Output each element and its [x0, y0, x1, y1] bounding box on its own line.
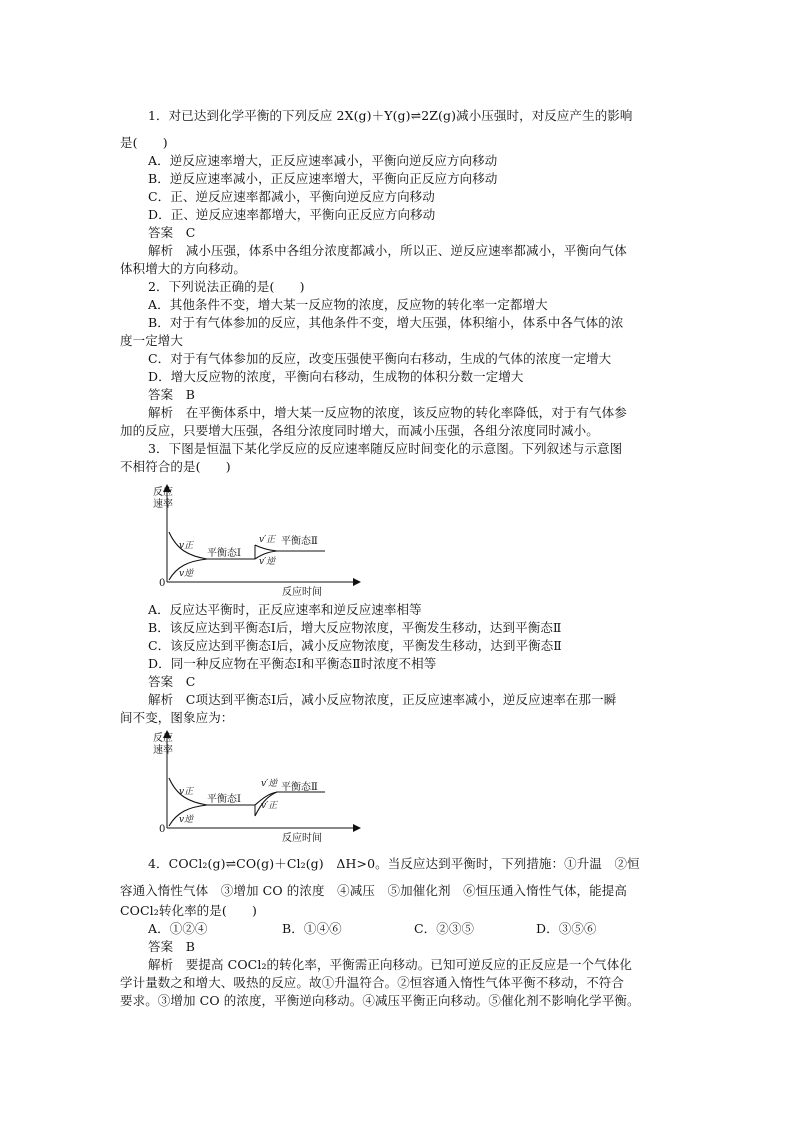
q1-answer: 答案 C	[148, 225, 196, 240]
q4-option-d: D．③⑤⑥	[536, 921, 597, 936]
q4-stem-line2: 容通入惰性气体 ③增加 CO 的浓度 ④减压 ⑤加催化剂 ⑥恒压通入惰性气体，能提高	[120, 883, 627, 898]
rate-time-graph-1	[145, 482, 365, 600]
q2-option-b-line2: 度一定增大	[120, 333, 184, 348]
q4-stem-line3: COCl₂转化率的是( )	[120, 903, 258, 918]
q3-option-a: A．反应达平衡时，正反应速率和逆反应速率相等	[148, 602, 422, 617]
y-axis-label-line2: 速率	[153, 745, 173, 756]
q3-explanation-line2: 间不变，图象应为：	[120, 710, 234, 725]
q3-stem-line2: 不相符合的是( )	[120, 459, 231, 474]
q3-stem-line1: 3．下图是恒温下某化学反应的反应速率随反应时间变化的示意图。下列叙述与示意图	[148, 441, 623, 456]
q1-stem-line1: 1．对已达到化学平衡的下列反应 2X(g)＋Y(g)⇌2Z(g)减小压强时，对反应产生的影响	[148, 108, 633, 123]
q1-explanation-line1: 解析 减小压强，体系中各组分浓度都减小，所以正、逆反应速率都减小，平衡向气体	[148, 243, 627, 258]
q2-option-a: A．其他条件不变，增大某一反应物的浓度，反应物的转化率一定都增大	[148, 297, 548, 312]
v-reverse-2-label: v′逆	[259, 557, 276, 567]
q1-option-a: A．逆反应速率增大，正反应速率减小，平衡向逆反应方向移动	[148, 153, 498, 168]
state1-label: 平衡态Ⅰ	[207, 548, 241, 559]
y-axis-label-line1: 反应	[153, 733, 173, 744]
q2-stem: 2．下列说法正确的是( )	[148, 279, 305, 294]
state1-label: 平衡态Ⅰ	[207, 794, 241, 805]
q4-explanation-line2: 学计量数之和增大、吸热的反应。故①升温符合。②恒容通入惰性气体平衡不移动，不符合	[120, 975, 625, 990]
x-axis-label: 反应时间	[282, 587, 322, 598]
q3-option-d: D．同一种反应物在平衡态Ⅰ和平衡态Ⅱ时浓度不相等	[148, 656, 437, 671]
y-axis-label-line1: 反应	[153, 487, 173, 498]
q4-option-a: A．①②④	[148, 921, 208, 936]
q2-option-b-line1: B．对于有气体参加的反应，其他条件不变，增大压强，体积缩小，体系中各气体的浓	[148, 315, 624, 330]
v-forward-label: v正	[179, 787, 194, 797]
origin-label: 0	[159, 824, 166, 835]
q3-answer: 答案 C	[148, 674, 196, 689]
q2-option-c: C．对于有气体参加的反应，改变压强使平衡向右移动，生成的气体的浓度一定增大	[148, 351, 612, 366]
q3-explanation-line1: 解析 C项达到平衡态Ⅰ后，减小反应物浓度，正反应速率减小，逆反应速率在那一瞬	[148, 692, 617, 707]
state2-label: 平衡态Ⅱ	[281, 782, 318, 793]
v-reverse-2-label: v′逆	[261, 779, 278, 789]
v-forward-2-label: v′正	[259, 535, 276, 545]
v-reverse-label: v逆	[179, 815, 194, 825]
q2-answer: 答案 B	[148, 387, 196, 402]
v-forward-2-label: v′正	[261, 801, 278, 811]
q1-stem-line2: 是( )	[120, 135, 168, 150]
q1-option-d: D．正、逆反应速率都增大，平衡向正反应方向移动	[148, 207, 436, 222]
q4-answer: 答案 B	[148, 939, 196, 954]
q2-explanation-line2: 加的反应，只要增大压强，各组分浓度同时增大，而减小压强，各组分浓度同时减小。	[120, 423, 599, 438]
v-forward-label: v正	[179, 541, 194, 551]
q3-option-c: C．该反应达到平衡态Ⅰ后，减小反应物浓度，平衡发生移动，达到平衡态Ⅱ	[148, 638, 562, 653]
q2-explanation-line1: 解析 在平衡体系中，增大某一反应物的浓度，该反应物的转化率降低，对于有气体参	[148, 405, 627, 420]
q4-explanation-line1: 解析 要提高 COCl₂的转化率，平衡需正向移动。已知可逆反应的正反应是一个气体化	[148, 957, 632, 972]
v-reverse-label: v逆	[179, 569, 194, 579]
q4-option-b: B．①④⑥	[282, 921, 342, 936]
q4-option-c: C．②③⑤	[414, 921, 475, 936]
q1-option-b: B．逆反应速率减小，正反应速率增大，平衡向正反应方向移动	[148, 171, 498, 186]
y-axis-label-line2: 速率	[153, 499, 173, 510]
q2-option-d: D．增大反应物的浓度，平衡向右移动，生成物的体积分数一定增大	[148, 369, 524, 384]
rate-time-graph-2	[145, 728, 365, 846]
q4-explanation-line3: 要求。③增加 CO 的浓度，平衡逆向移动。④减压平衡正向移动。⑤催化剂不影响化学平衡。	[120, 993, 640, 1008]
origin-label: 0	[159, 578, 166, 589]
q1-option-c: C．正、逆反应速率都减小，平衡向逆反应方向移动	[148, 189, 435, 204]
q3-option-b: B．该反应达到平衡态Ⅰ后，增大反应物浓度，平衡发生移动，达到平衡态Ⅱ	[148, 620, 562, 635]
state2-label: 平衡态Ⅱ	[281, 536, 318, 547]
x-axis-label: 反应时间	[282, 833, 322, 844]
q1-explanation-line2: 体积增大的方向移动。	[120, 261, 247, 276]
q4-stem-line1: 4．COCl₂(g)⇌CO(g)＋Cl₂(g) ΔH>0。当反应达到平衡时，下列措施：①升温 ②恒	[148, 856, 640, 871]
